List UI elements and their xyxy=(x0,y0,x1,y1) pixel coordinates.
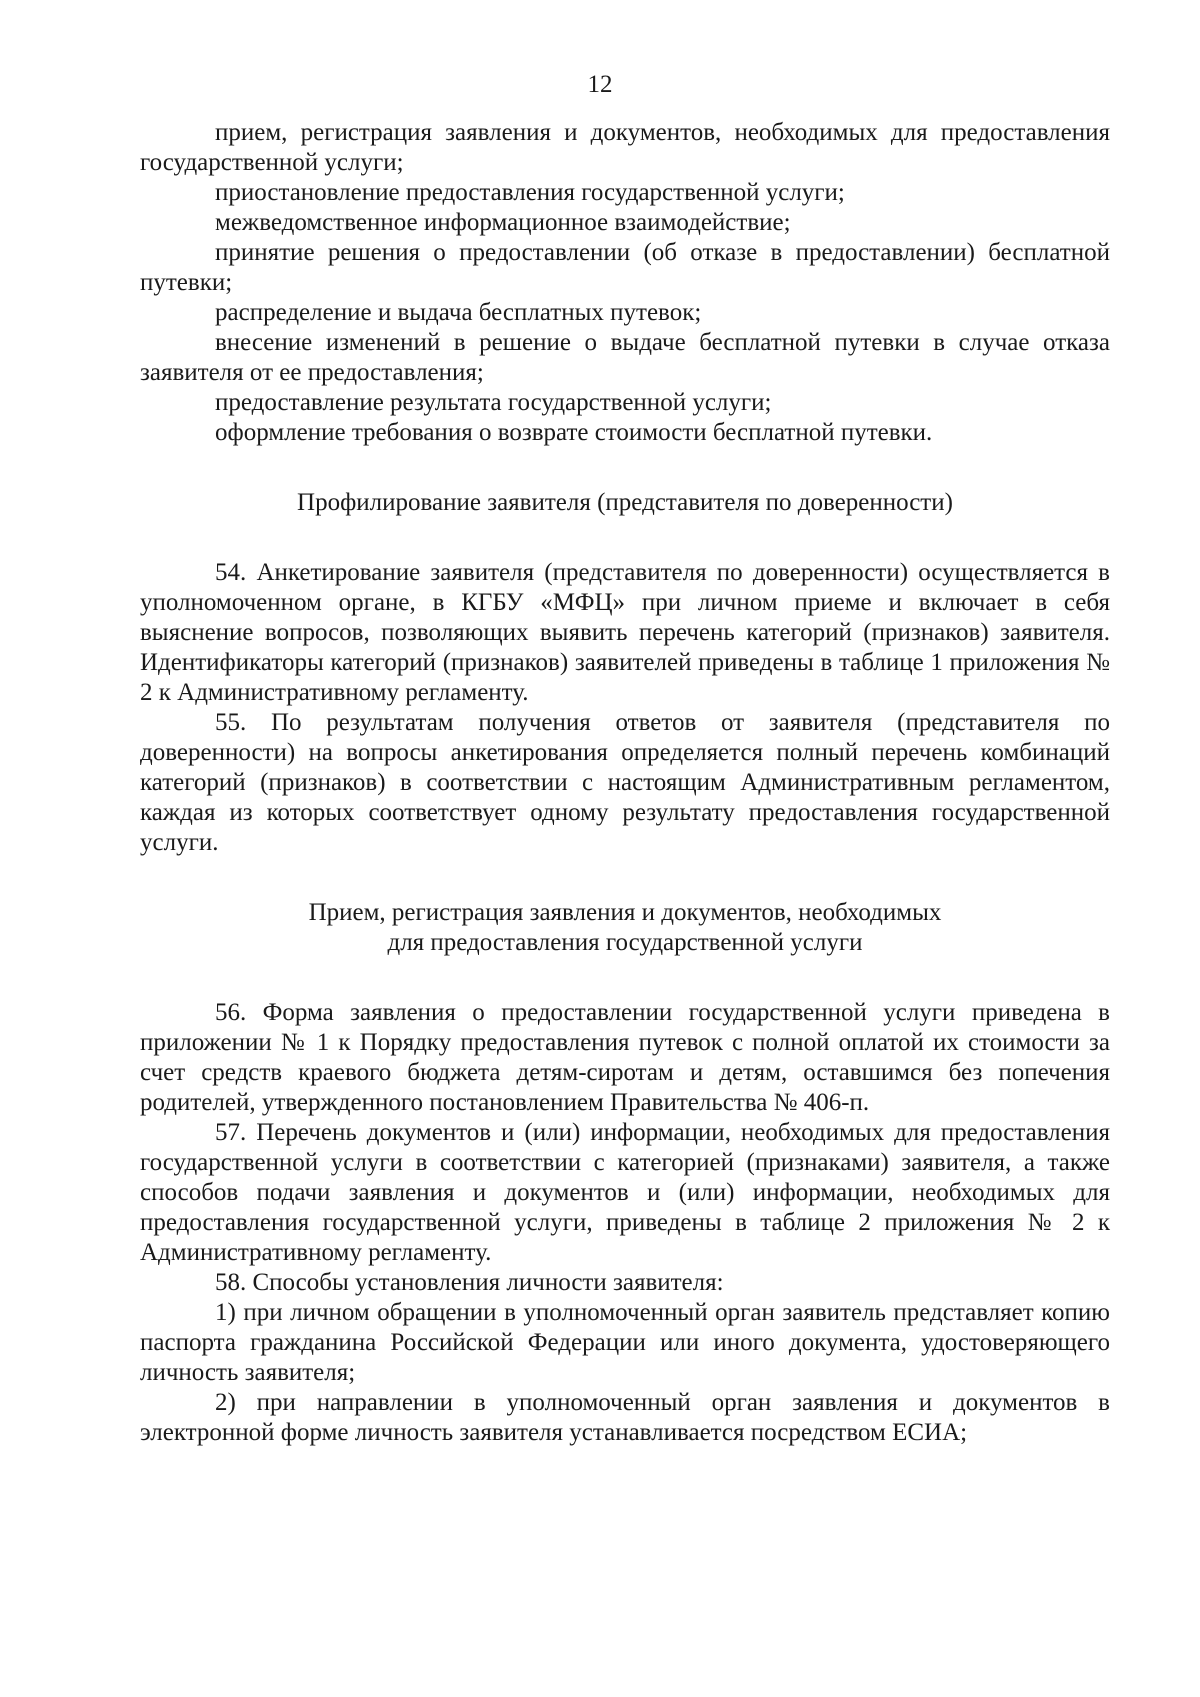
list-item: внесение изменений в решение о выдаче бесплатной путевки в случае отказа заявителя от ее предоставления; xyxy=(140,329,1110,386)
list-item: предоставление результата государственной услуги; xyxy=(215,389,772,416)
list-item: оформление требования о возврате стоимости бесплатной путевки. xyxy=(215,419,933,446)
list-item: распределение и выдача бесплатных путевок; xyxy=(215,299,702,326)
paragraph: 57. Перечень документов и (или) информации, необходимых для предоставления государственной услуги в соответствии с категорией (признаками) заявителя, а также способов подачи заявления и документов и (или) информации, необходимых для предоставления государственной услуги, приведены в таблице 2 приложения № 2 к Административному регламенту. xyxy=(140,1119,1110,1266)
paragraph: 56. Форма заявления о предоставлении государственной услуги приведена в приложении № 1 к Порядку предоставления путевок с полной оплатой их стоимости за счет средств краевого бюджета детям-сиротам и детям, оставшимся без попечения родителей, утвержденного постановлением Правительства № 406-п. xyxy=(140,999,1110,1116)
paragraph: 54. Анкетирование заявителя (представителя по доверенности) осуществляется в уполномоченном органе, в КГБУ «МФЦ» при личном приеме и включает в себя выяснение вопросов, позволяющих выявить перечень категорий (признаков) заявителя. Идентификаторы категорий (признаков) заявителей приведены в таблице 1 приложения № 2 к Административному регламенту. xyxy=(140,559,1110,706)
section-heading: Профилирование заявителя (представителя по доверенности) xyxy=(297,489,953,516)
list-item: принятие решения о предоставлении (об отказе в предоставлении) бесплатной путевки; xyxy=(140,239,1110,296)
section-heading-line: для предоставления государственной услуги xyxy=(387,929,863,956)
paragraph: 2) при направлении в уполномоченный орган заявления и документов в электронной форме личность заявителя устанавливается посредством ЕСИА; xyxy=(140,1389,1110,1446)
page-number: 12 xyxy=(587,71,613,98)
list-item: приостановление предоставления государственной услуги; xyxy=(215,179,845,206)
paragraph: 55. По результатам получения ответов от заявителя (представителя по доверенности) на вопросы анкетирования определяется полный перечень комбинаций категорий (признаков) в соответствии с настоящим Административным регламентом, каждая из которых соответствует одному результату предоставления государственной услуги. xyxy=(140,709,1110,856)
paragraph: 58. Способы установления личности заявителя: xyxy=(215,1269,724,1296)
section-heading-line: Прием, регистрация заявления и документов, необходимых xyxy=(308,899,942,926)
document-body xyxy=(140,118,1110,1448)
list-item: прием, регистрация заявления и документов, необходимых для предоставления государственной услуги; xyxy=(140,119,1110,176)
paragraph: 1) при личном обращении в уполномоченный орган заявитель представляет копию паспорта гражданина Российской Федерации или иного документа, удостоверяющего личность заявителя; xyxy=(140,1299,1110,1386)
list-item: межведомственное информационное взаимодействие; xyxy=(215,209,791,236)
